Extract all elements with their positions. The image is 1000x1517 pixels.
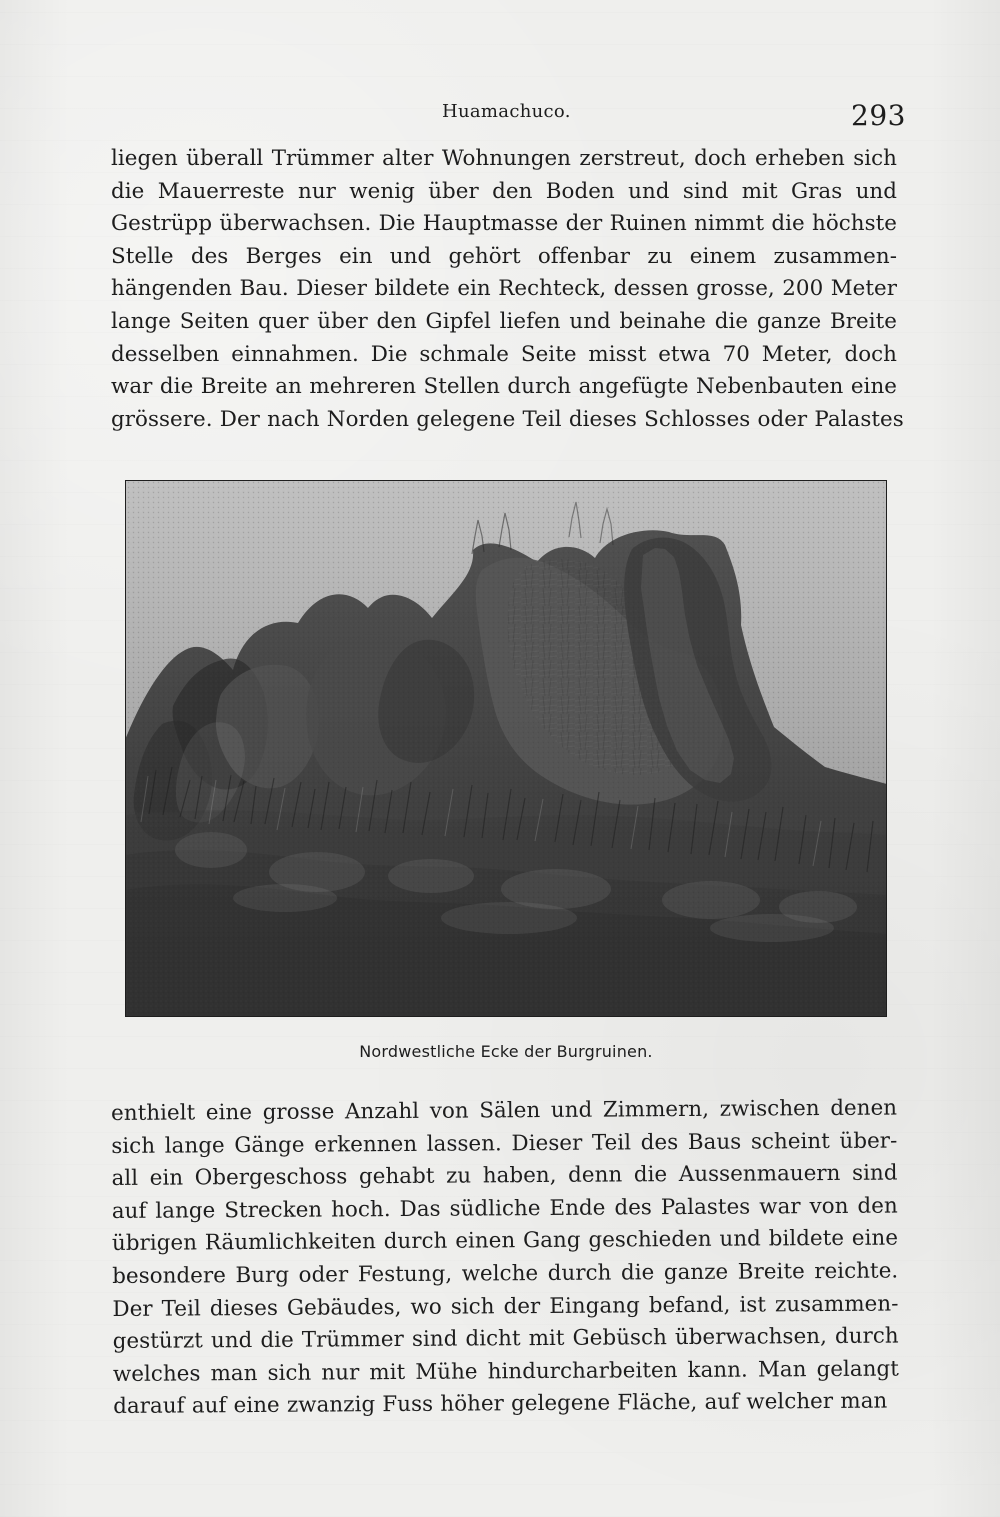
page-header-title: Huamachuco. <box>442 101 571 122</box>
text-line: die Mauerreste nur wenig über den Boden und sind mit Gras und <box>111 178 897 204</box>
text-line: desselben einnahmen. Die schmale Seite misst etwa 70 Meter, doch <box>111 341 897 367</box>
text-line: Stelle des Berges ein und gehört offenbar zu einem zusammen- <box>111 243 897 269</box>
text-line: war die Breite an mehreren Stellen durch angefügte Nebenbauten eine <box>111 374 897 400</box>
text-line: gestürzt und die Trümmer sind dicht mit Gebüsch überwachsen, durch <box>112 1323 899 1355</box>
text-line: lange Seiten quer über den Gipfel liefen und beinahe die ganze Breite <box>111 308 897 334</box>
ruins-photograph <box>125 480 887 1017</box>
text-line: Der Teil dieses Gebäudes, wo sich der Eingang befand, ist zusammen- <box>112 1291 899 1322</box>
text-line: besondere Burg oder Festung, welche durch die ganze Breite reichte. <box>112 1258 899 1289</box>
top-paragraph <box>111 143 904 436</box>
text-line: sich lange Gänge erkennen lassen. Dieser Teil des Baus scheint über- <box>111 1128 898 1159</box>
text-line: übrigen Räumlichkeiten durch einen Gang geschieden und bildete eine <box>111 1225 899 1257</box>
text-line: welches man sich nur mit Mühe hindurcharbeiten kann. Man gelangt <box>112 1356 899 1387</box>
text-line: hängenden Bau. Dieser bildete ein Rechteck, dessen grosse, 200 Meter <box>111 276 897 302</box>
text-line: liegen überall Trümmer alter Wohnungen zerstreut, doch erheben sich <box>111 146 897 171</box>
page-number: 293 <box>851 99 906 132</box>
text-line: enthielt eine grosse Anzahl von Sälen und Zimmern, zwischen denen <box>111 1095 898 1126</box>
text-line: grössere. Der nach Norden gelegene Teil dieses Schlosses oder Palastes <box>111 406 904 432</box>
text-line: darauf auf eine zwanzig Fuss höher gelegene Fläche, auf welcher man <box>113 1388 888 1420</box>
bottom-paragraph <box>111 1093 899 1424</box>
running-head <box>0 101 1000 131</box>
photo-frame <box>125 480 887 1017</box>
text-line: auf lange Strecken hoch. Das südliche Ende des Palastes war von den <box>111 1193 898 1224</box>
text-line: Gestrüpp überwachsen. Die Hauptmasse der Ruinen nimmt die höchste <box>111 211 897 237</box>
text-line: all ein Obergeschoss gehabt zu haben, denn die Aussenmauern sind <box>111 1160 898 1192</box>
figure-caption: Nordwestliche Ecke der Burgruinen. <box>359 1042 653 1061</box>
ruins-photo-illustration <box>125 480 887 1017</box>
